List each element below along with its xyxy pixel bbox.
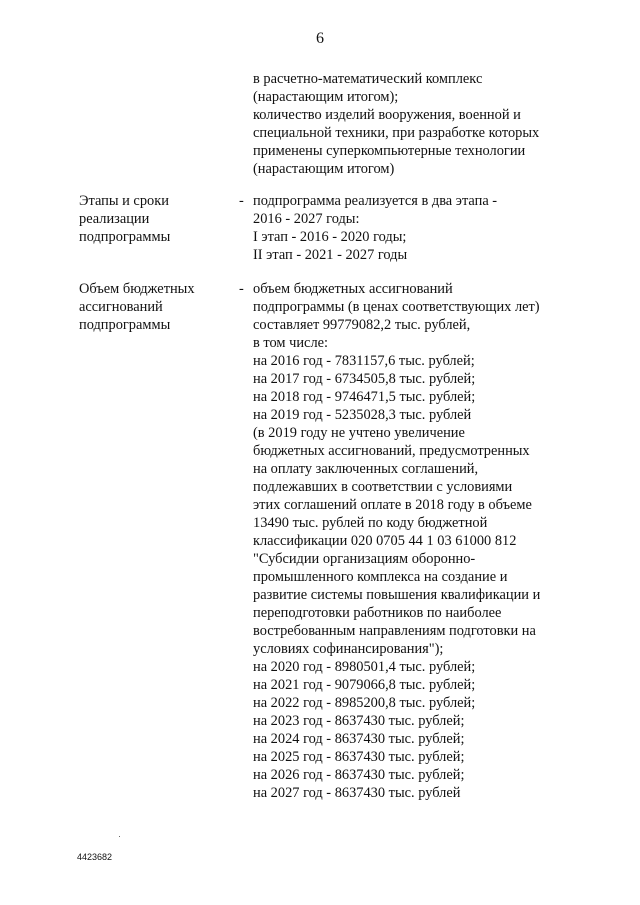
label-line: реализации [79,211,150,227]
continuation-line: (нарастающим итогом); [253,89,399,105]
budget-line: на 2027 год - 8637430 тыс. рублей [253,785,461,801]
separator-dash: - [239,281,244,297]
budget-line: "Субсидии организациям оборонно- [253,551,476,567]
budget-line: на 2020 год - 8980501,4 тыс. рублей; [253,659,476,675]
budget-line: развитие системы повышения квалификации и [253,587,541,603]
budget-line: на 2022 год - 8985200,8 тыс. рублей; [253,695,476,711]
budget-line: на 2024 год - 8637430 тыс. рублей; [253,731,465,747]
page-number: 6 [316,30,324,47]
budget-line: объем бюджетных ассигнований [253,281,453,297]
continuation-text-block [253,70,539,178]
budget-line: составляет 99779082,2 тыс. рублей, [253,317,471,333]
budget-line: (в 2019 году не учтено увеличение [253,425,465,441]
stages-line: подпрограмма реализуется в два этапа - [253,193,498,209]
continuation-line: (нарастающим итогом) [253,161,395,177]
stages-text-block [253,192,497,264]
budget-line: бюджетных ассигнований, предусмотренных [253,443,530,459]
budget-line: на 2016 год - 7831157,6 тыс. рублей; [253,353,475,369]
separator-dash: - [239,193,244,209]
budget-line: на 2025 год - 8637430 тыс. рублей; [253,749,465,765]
continuation-line: специальной техники, при разработке которых [253,125,540,141]
budget-line: на 2018 год - 9746471,5 тыс. рублей; [253,389,476,405]
budget-line: на 2021 год - 9079066,8 тыс. рублей; [253,677,476,693]
budget-line: промышленного комплекса на создание и [253,569,508,585]
budget-line: на 2019 год - 5235028,3 тыс. рублей [253,407,472,423]
budget-line: на 2026 год - 8637430 тыс. рублей; [253,767,465,783]
continuation-line: количество изделий вооружения, военной и [253,107,521,123]
stages-line: II этап - 2021 - 2027 годы [253,247,408,263]
budget-line: подпрограммы (в ценах соответствующих лет) [253,299,540,315]
budget-line: на оплату заключенных соглашений, [253,461,479,477]
document-code: 4423682 [77,852,113,862]
stages-label [79,192,170,246]
budget-line: на 2017 год - 6734505,8 тыс. рублей; [253,371,476,387]
label-line: ассигнований [79,299,163,315]
budget-line: переподготовки работников по наиболее [253,605,502,621]
label-line: подпрограммы [79,317,171,333]
budget-label [79,280,195,334]
continuation-line: в расчетно-математический комплекс [253,71,483,87]
budget-line: подлежавших в соответствии с условиями [253,479,513,495]
budget-line: на 2023 год - 8637430 тыс. рублей; [253,713,465,729]
label-line: подпрограммы [79,229,171,245]
budget-line: востребованным направлениям подготовки на [253,623,536,639]
budget-line: в том числе: [253,335,329,351]
budget-line: условиях софинансирования"); [253,641,444,657]
label-line: Объем бюджетных [79,281,195,297]
label-line: Этапы и сроки [79,193,169,209]
budget-line: классификации 020 0705 44 1 03 61000 812 [253,533,517,549]
stages-line: 2016 - 2027 годы: [253,211,360,227]
scan-speck [119,836,120,837]
stages-line: I этап - 2016 - 2020 годы; [253,229,407,245]
budget-text-block [253,280,540,802]
budget-line: этих соглашений оплате в 2018 году в объеме [253,497,532,513]
continuation-line: применены суперкомпьютерные технологии [253,143,526,159]
budget-line: 13490 тыс. рублей по коду бюджетной [253,515,488,531]
